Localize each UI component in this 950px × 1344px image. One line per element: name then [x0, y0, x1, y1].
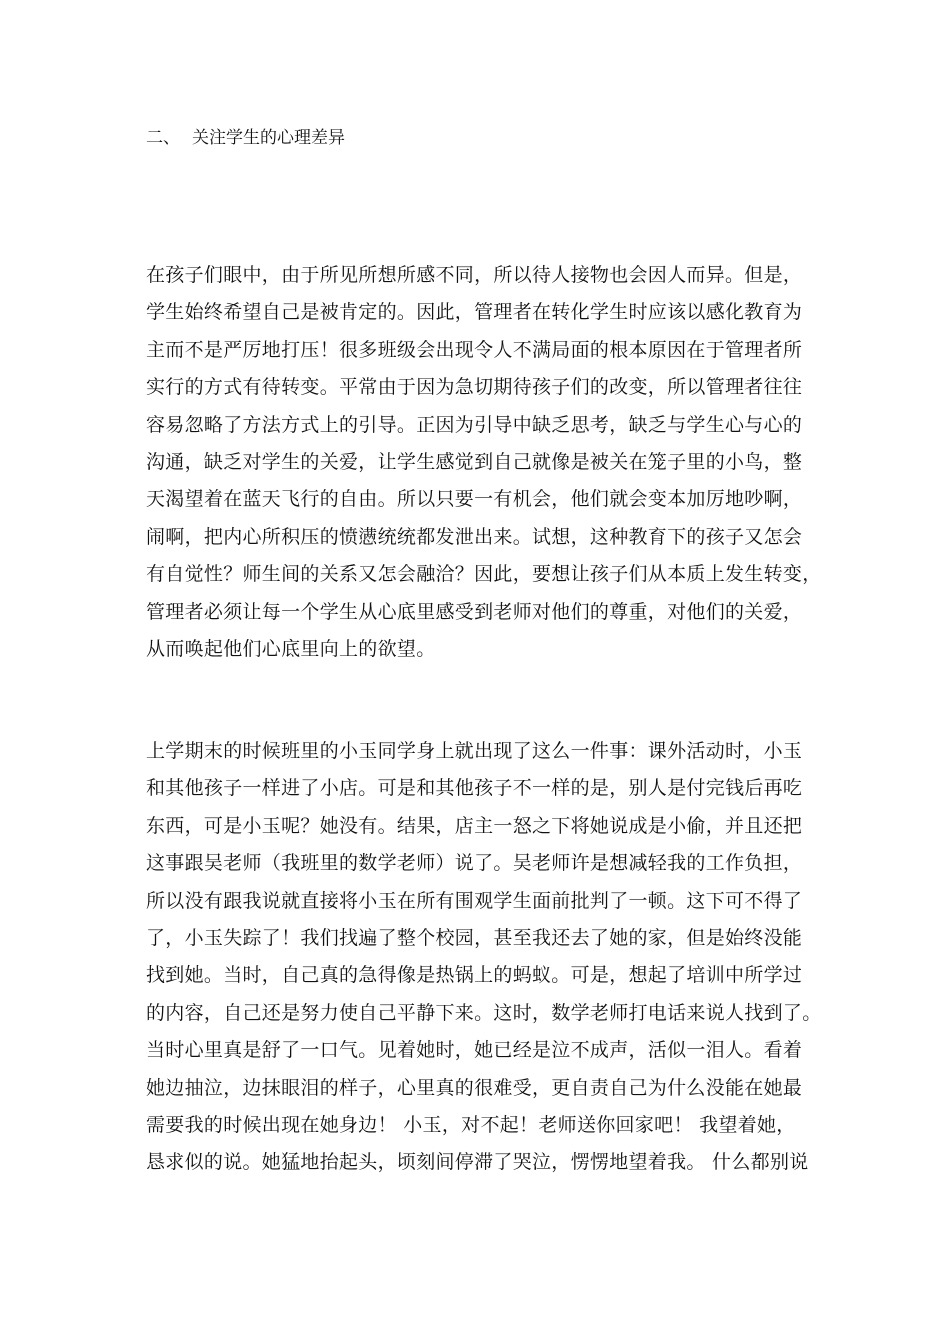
text-line: 闹啊，把内心所积压的愤懑统统都发泄出来。试想，这种教育下的孩子又怎会	[146, 525, 803, 548]
text-line: 的内容，自己还是努力使自己平静下来。这时，数学老师打电话来说人找到了。	[146, 1001, 822, 1024]
text-line: 沟通，缺乏对学生的关爱，让学生感觉到自己就像是被关在笼子里的小鸟，整	[146, 450, 803, 473]
paragraph-1	[146, 257, 826, 668]
text-line: 从而唤起他们心底里向上的欲望。	[146, 637, 436, 660]
text-line: 她边抽泣，边抹眼泪的样子，心里真的很难受，更自责自己为什么没能在她最	[146, 1076, 803, 1099]
text-line: 了，小玉失踪了！我们找遍了整个校园，甚至我还去了她的家，但是始终没能	[146, 926, 803, 949]
text-line: 东西，可是小玉呢？她没有。结果，店主一怒之下将她说成是小偷，并且还把	[146, 814, 803, 837]
section-number: 二、	[146, 128, 180, 148]
text-line: 主而不是严厉地打压！很多班级会出现令人不满局面的根本原因在于管理者所	[146, 338, 803, 361]
section-heading	[146, 126, 345, 150]
text-line: 在孩子们眼中，由于所见所想所感不同，所以待人接物也会因人而异。但是，	[146, 264, 803, 286]
paragraph-2	[146, 733, 826, 1182]
text-line: 当时心里真是舒了一口气。见着她时，她已经是泣不成声，活似一泪人。看着	[146, 1039, 803, 1062]
text-line: 管理者必须让每一个学生从心底里感受到老师对他们的尊重，对他们的关爱，	[146, 600, 803, 623]
text-line: 和其他孩子一样进了小店。可是和其他孩子不一样的是，别人是付完钱后再吃	[146, 777, 803, 800]
text-line: 上学期末的时候班里的小玉同学身上就出现了这么一件事：课外活动时，小玉	[146, 740, 803, 762]
text-line: 学生始终希望自己是被肯定的。因此，管理者在转化学生时应该以感化教育为	[146, 301, 803, 324]
text-line: 容易忽略了方法方式上的引导。正因为引导中缺乏思考，缺乏与学生心与心的	[146, 413, 803, 436]
text-line: 需要我的时候出现在她身边！ 小玉，对不起！老师送你回家吧！ 我望着她，	[146, 1113, 796, 1136]
text-line: 有自觉性？师生间的关系又怎会融洽？因此，要想让孩子们从本质上发生转变，	[146, 563, 822, 586]
section-title: 关注学生的心理差异	[192, 128, 345, 148]
text-line: 找到她。当时，自己真的急得像是热锅上的蚂蚁。可是，想起了培训中所学过	[146, 964, 803, 987]
text-line: 恳求似的说。她猛地抬起头，顷刻间停滞了哭泣，愣愣地望着我。 什么都别说	[146, 1151, 809, 1174]
text-line: 所以没有跟我说就直接将小玉在所有围观学生面前批判了一顿。这下可不得了	[146, 889, 803, 912]
text-line: 这事跟吴老师（我班里的数学老师）说了。吴老师许是想减轻我的工作负担，	[146, 852, 803, 875]
text-line: 实行的方式有待转变。平常由于因为急切期待孩子们的改变，所以管理者往往	[146, 376, 803, 399]
text-line: 天渴望着在蓝天飞行的自由。所以只要一有机会，他们就会变本加厉地吵啊，	[146, 488, 803, 511]
